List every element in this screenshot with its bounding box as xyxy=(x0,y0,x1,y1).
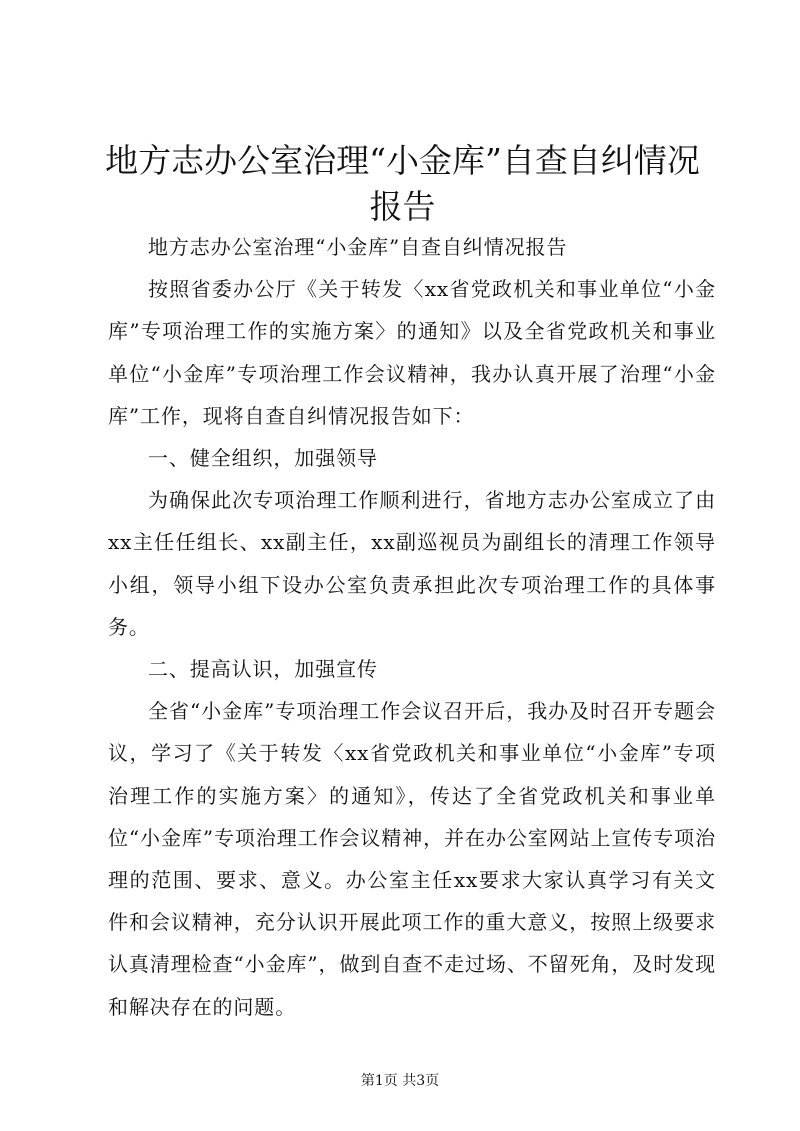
paragraph-subtitle: 地方志办公室治理“小金库”自查自纠情况报告 xyxy=(148,235,568,259)
document-body xyxy=(108,226,716,1028)
section-heading-1: 一、健全组织，加强领导 xyxy=(148,446,378,471)
paragraph-section-2: 全省“小金库”专项治理工作会议召开后，我办及时召开专题会议，学习了《关于转发〈xx省党政机关和事业单位“小金库”专项治理工作的实施方案〉的通知》，传达了全省党政机关和事业单位“小金库”专项治理工作会议精神，并在办公室网站上宣传专项治理的范围、要求、意义。办公室主任xx要求大家认真学习有关文件和会议精神，充分认识开展此项工作的重大意义，按照上级要求认真清理检查“小金库”，做到自查不走过场、不留死角，及时发现和解决存在的问题。 xyxy=(108,699,716,1019)
page-footer: 第1页 共3页 xyxy=(360,1073,440,1089)
paragraph-intro: 按照省委办公厅《关于转发〈xx省党政机关和事业单位“小金库”专项治理工作的实施方案〉的通知》以及全省党政机关和事业单位“小金库”专项治理工作会议精神，我办认真开展了治理“小金库”工作，现将自查自纠情况报告如下： xyxy=(108,277,716,428)
section-heading-2: 二、提高认识，加强宣传 xyxy=(148,657,378,682)
paragraph-section-1: 为确保此次专项治理工作顺利进行，省地方志办公室成立了由xx主任任组长、xx副主任，xx副巡视员为副组长的清理工作领导小组，领导小组下设办公室负责承担此次专项治理工作的具体事务。 xyxy=(108,488,716,639)
document-title: 地方志办公室治理“小金库”自查自纠情况报告 xyxy=(105,141,700,226)
